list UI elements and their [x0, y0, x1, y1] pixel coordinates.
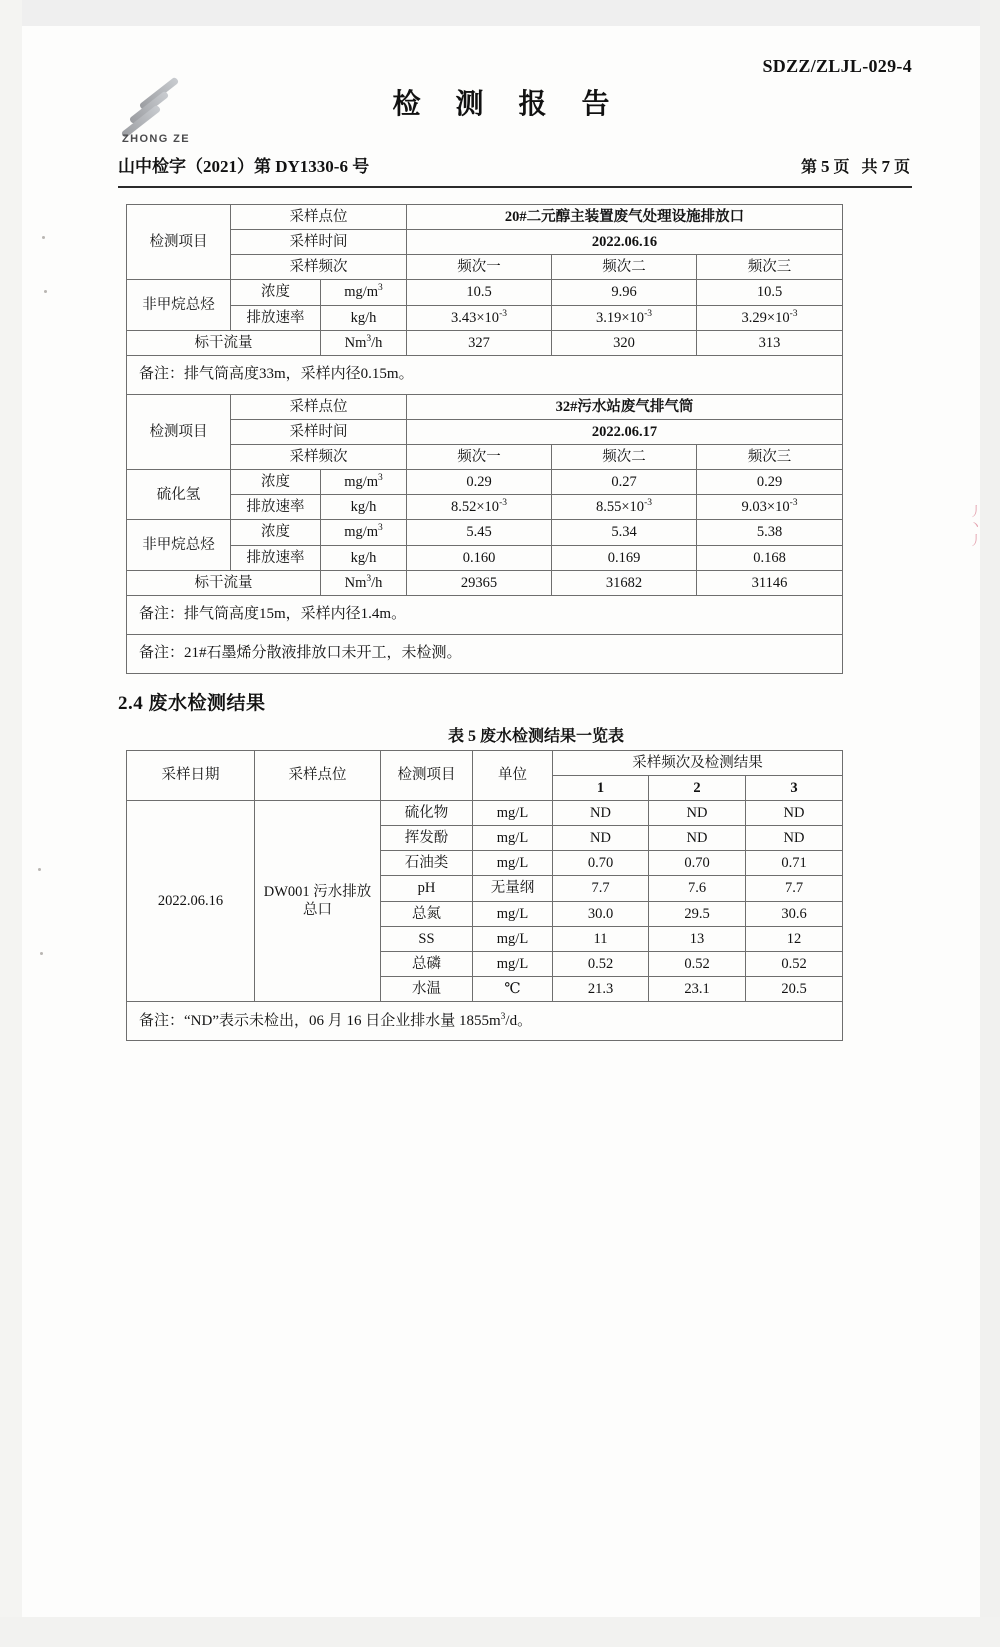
water-value: 0.52 [746, 951, 843, 976]
gas1-group-name: 非甲烷总烃 [127, 280, 231, 330]
water-hdr-freq-2: 2 [649, 775, 746, 800]
gas2-group0-name: 硫化氢 [127, 470, 231, 520]
gas2-g0-unit0: $mg/m^3$ [321, 470, 407, 495]
gas2-g1-r1-v2: 0.169 [552, 545, 697, 570]
water-unit: mg/L [473, 851, 553, 876]
water-value: 0.71 [746, 851, 843, 876]
gas1-freq-label: 采样频次 [231, 255, 407, 280]
table-row [127, 570, 843, 595]
gas1-freq-3: 频次三 [697, 255, 843, 280]
water-results-table [126, 750, 843, 1041]
water-value: ND [649, 801, 746, 826]
water-item: 挥发酚 [381, 826, 473, 851]
gas1-flow-label: 标干流量 [127, 330, 321, 355]
gas1-freq-2: 频次二 [552, 255, 697, 280]
table-row [127, 545, 843, 570]
page-total: 7 [881, 157, 890, 176]
page-current: 5 [820, 157, 830, 176]
table-row [127, 394, 843, 419]
table-row [127, 205, 843, 230]
water-unit: mg/L [473, 926, 553, 951]
water-results-table-wrap [126, 750, 842, 1041]
gas2-g1-sub0: 浓度 [231, 520, 321, 545]
gas2-g0-sub1: 排放速率 [231, 495, 321, 520]
gas-results-table [126, 204, 843, 674]
gas1-flow-v3: 313 [697, 330, 843, 355]
header-divider [118, 186, 912, 188]
gas2-g1-unit0: $mg/m^3$ [321, 520, 407, 545]
gas2-flow-unit: Nm$^3$/h [321, 570, 407, 595]
water-value: 0.52 [649, 951, 746, 976]
gas2-g1-r1-v1: 0.160 [407, 545, 552, 570]
gas2-time-value: 2022.06.17 [407, 419, 843, 444]
gas1-point-label: 采样点位 [231, 205, 407, 230]
gas2-flow-v2: 31682 [552, 570, 697, 595]
water-value: ND [649, 826, 746, 851]
water-unit: mg/L [473, 826, 553, 851]
gas1-flow-v1: 327 [407, 330, 552, 355]
gas2-flow-v1: 29365 [407, 570, 552, 595]
page-subheader [22, 146, 980, 186]
gas1-conc-v1: 10.5 [407, 280, 552, 305]
water-item: pH [381, 876, 473, 901]
table-row [127, 595, 843, 634]
table-row [127, 1002, 843, 1041]
gas2-g1-r1-v3: 0.168 [697, 545, 843, 570]
section-title-waste-water: 2.4 废水检测结果 [118, 692, 266, 714]
table-row [127, 495, 843, 520]
gas1-sub-conc: 浓度 [231, 280, 321, 305]
water-value: 21.3 [553, 976, 649, 1001]
water-item: 石油类 [381, 851, 473, 876]
page-label-prefix: 第 [800, 159, 817, 176]
table-row [127, 470, 843, 495]
water-item: SS [381, 926, 473, 951]
gas2-note: 备注：排气筒高度15m，采样内径1.4m。 [127, 595, 843, 634]
water-unit: ℃ [473, 976, 553, 1001]
report-number: 山中检字（2021）第 DY1330-6 号 [118, 157, 370, 176]
water-value: 30.6 [746, 901, 843, 926]
water-hdr-group: 采样频次及检测结果 [553, 750, 843, 775]
gas1-conc-v2: 9.96 [552, 280, 697, 305]
gas1-rate-v1: $3.43\times 10^{-3}$ [407, 305, 552, 330]
scan-edge-left [0, 0, 22, 1647]
gas1-time-label: 采样时间 [231, 230, 407, 255]
gas2-freq-1: 频次一 [407, 445, 552, 470]
water-value: 7.7 [553, 876, 649, 901]
gas1-unit-rate: kg/h [321, 305, 407, 330]
water-value: ND [746, 801, 843, 826]
water-value: 29.5 [649, 901, 746, 926]
gas1-flow-unit: Nm$^3$/h [321, 330, 407, 355]
gas2-g0-r1-v2: $8.55\times 10^{-3}$ [552, 495, 697, 520]
water-value: 13 [649, 926, 746, 951]
gas1-flow-v2: 320 [552, 330, 697, 355]
water-value: ND [553, 801, 649, 826]
scan-edge-bottom [0, 1617, 1000, 1647]
water-hdr-freq-3: 3 [746, 775, 843, 800]
water-value: 30.0 [553, 901, 649, 926]
gas2-g0-r1-v3: $9.03\times 10^{-3}$ [697, 495, 843, 520]
gas2-flow-v3: 31146 [697, 570, 843, 595]
gas2-g1-r0-v2: 5.34 [552, 520, 697, 545]
gas2-g0-unit1: kg/h [321, 495, 407, 520]
page-total-unit: 页 [893, 159, 910, 176]
gas1-conc-v3: 10.5 [697, 280, 843, 305]
water-unit: mg/L [473, 901, 553, 926]
gas2-g1-r0-v3: 5.38 [697, 520, 843, 545]
water-item: 硫化物 [381, 801, 473, 826]
table-row [127, 230, 843, 255]
page-unit: 页 [833, 159, 850, 176]
water-value: 11 [553, 926, 649, 951]
gas2-freq-3: 频次三 [697, 445, 843, 470]
gas2-point-label: 采样点位 [231, 394, 407, 419]
water-unit: 无量纲 [473, 876, 553, 901]
gas2-freq-2: 频次二 [552, 445, 697, 470]
gas1-note: 备注：排气筒高度33m，采样内径0.15m。 [127, 355, 843, 394]
gas2-point-value: 32#污水站废气排气筒 [407, 394, 843, 419]
gas2-g0-r0-v2: 0.27 [552, 470, 697, 495]
gas1-sub-rate: 排放速率 [231, 305, 321, 330]
gas2-g1-unit1: kg/h [321, 545, 407, 570]
water-hdr-item: 检测项目 [381, 750, 473, 800]
water-date-value: 2022.06.16 [127, 801, 255, 1002]
gas-results-table-wrap [126, 204, 842, 674]
page-total-prefix: 共 [861, 159, 878, 176]
gas1-rate-v3: $3.29\times 10^{-3}$ [697, 305, 843, 330]
table-row [127, 280, 843, 305]
water-hdr-date: 采样日期 [127, 750, 255, 800]
water-hdr-point: 采样点位 [255, 750, 381, 800]
gas1-point-value: 20#二元醇主装置废气处理设施排放口 [407, 205, 843, 230]
gas1-item-label: 检测项目 [127, 205, 231, 280]
document-code: SDZZ/ZLJL-029-4 [762, 56, 912, 76]
table-row [127, 801, 843, 826]
gas1-rate-v2: $3.19\times 10^{-3}$ [552, 305, 697, 330]
gas2-g0-sub0: 浓度 [231, 470, 321, 495]
gas1-unit-conc: $mg/m^3$ [321, 280, 407, 305]
water-value: 7.6 [649, 876, 746, 901]
table-row [127, 305, 843, 330]
scan-edge-right [980, 0, 1000, 1647]
water-note: 备注：“ND”表示未检出，06 月 16 日企业排水量 $1855m^3/d$。 [127, 1002, 843, 1041]
table-row [127, 355, 843, 394]
report-title: 检 测 报 告 [392, 89, 624, 120]
water-item: 总氮 [381, 901, 473, 926]
table5-caption: 表 5 废水检测结果一览表 [447, 727, 624, 745]
table-row [127, 634, 843, 673]
gas2-group1-name: 非甲烷总烃 [127, 520, 231, 570]
gas1-freq-1: 频次一 [407, 255, 552, 280]
gas2-flow-label: 标干流量 [127, 570, 321, 595]
table-row [127, 520, 843, 545]
table-row [127, 750, 843, 775]
water-unit: mg/L [473, 951, 553, 976]
table-row [127, 330, 843, 355]
gas1-time-value: 2022.06.16 [407, 230, 843, 255]
page-number [801, 154, 910, 177]
table-row [127, 445, 843, 470]
gas2-time-label: 采样时间 [231, 419, 407, 444]
gas2-note-2: 备注：21#石墨烯分散液排放口未开工，未检测。 [127, 634, 843, 673]
water-hdr-freq-1: 1 [553, 775, 649, 800]
water-value: 0.70 [553, 851, 649, 876]
water-value: 23.1 [649, 976, 746, 1001]
scan-edge-top [0, 0, 1000, 26]
water-hdr-unit: 单位 [473, 750, 553, 800]
table-row [127, 419, 843, 444]
water-unit: mg/L [473, 801, 553, 826]
gas2-g1-r0-v1: 5.45 [407, 520, 552, 545]
margin-ink-mark: 丿 丶 丿 [968, 504, 982, 548]
page-content [22, 26, 980, 1041]
water-point-value: DW001 污水排放总口 [255, 801, 381, 1002]
gas2-g0-r0-v1: 0.29 [407, 470, 552, 495]
water-value: 12 [746, 926, 843, 951]
water-item: 总磷 [381, 951, 473, 976]
water-value: 7.7 [746, 876, 843, 901]
water-value: 20.5 [746, 976, 843, 1001]
gas2-item-label: 检测项目 [127, 394, 231, 469]
page-header [22, 26, 980, 146]
water-value: 0.70 [649, 851, 746, 876]
water-value: 0.52 [553, 951, 649, 976]
gas2-freq-label: 采样频次 [231, 445, 407, 470]
table-row [127, 255, 843, 280]
water-value: ND [553, 826, 649, 851]
water-item: 水温 [381, 976, 473, 1001]
gas2-g0-r0-v3: 0.29 [697, 470, 843, 495]
gas2-g0-r1-v1: $8.52\times 10^{-3}$ [407, 495, 552, 520]
logo-text: ZHONG ZE [122, 133, 191, 145]
gas2-g1-sub1: 排放速率 [231, 545, 321, 570]
water-value: ND [746, 826, 843, 851]
